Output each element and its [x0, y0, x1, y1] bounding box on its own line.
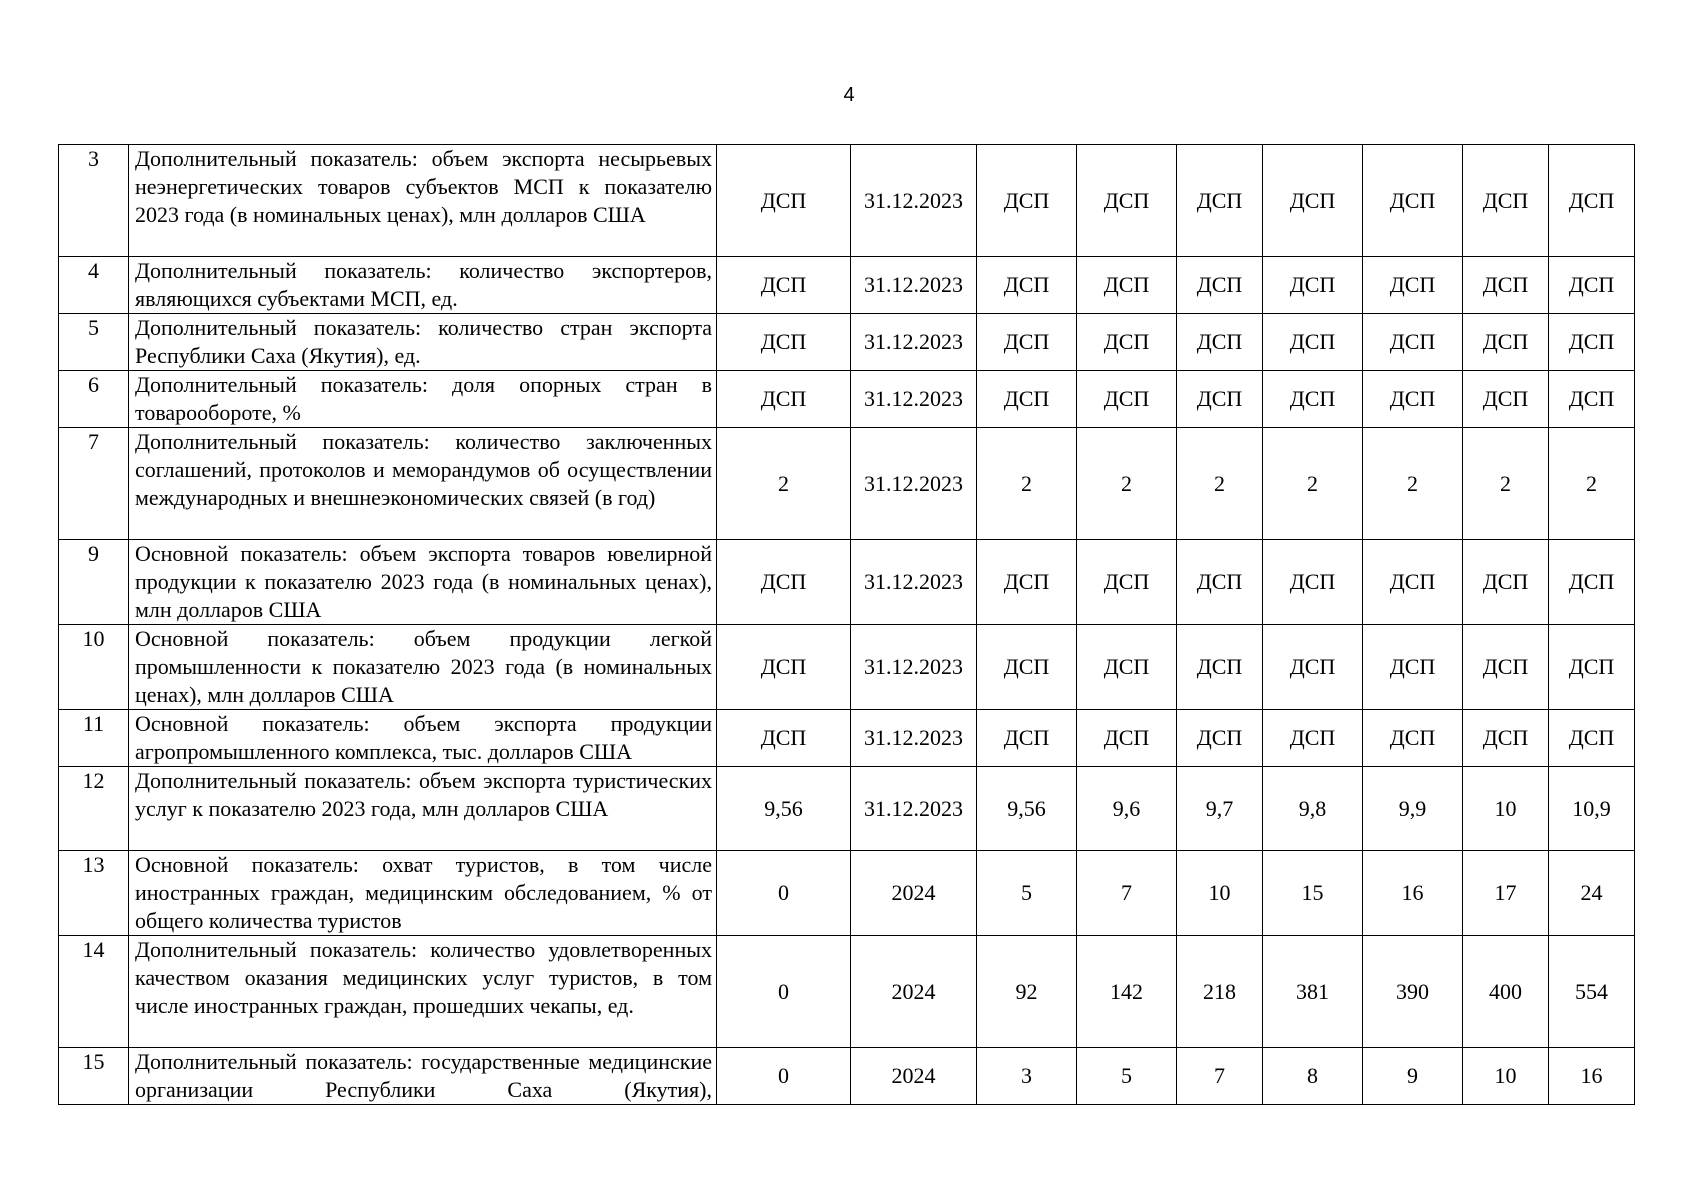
year-value-cell: 5 — [1077, 1048, 1177, 1105]
year-value-cell: ДСП — [977, 540, 1077, 625]
year-value-cell: ДСП — [1177, 371, 1263, 428]
year-value-cell: 2 — [1363, 428, 1463, 540]
table-row — [59, 851, 1635, 936]
table-row — [59, 625, 1635, 710]
year-value-cell: ДСП — [1549, 625, 1635, 710]
year-value-cell: ДСП — [1549, 710, 1635, 767]
indicator-description-cell: Дополнительный показатель: объем экспорта туристических услуг к показателю 2023 года, млн долларов США — [129, 767, 717, 851]
year-value-cell: 2 — [1077, 428, 1177, 540]
indicators-table — [58, 144, 1635, 1105]
year-value-cell: ДСП — [1077, 145, 1177, 257]
row-number-cell: 6 — [59, 371, 129, 428]
year-value-cell: ДСП — [1263, 710, 1363, 767]
row-number-cell: 10 — [59, 625, 129, 710]
page-number: 4 — [843, 84, 855, 106]
base-date-cell: 2024 — [851, 936, 977, 1048]
year-value-cell: 7 — [1177, 1048, 1263, 1105]
year-value-cell: 10 — [1463, 1048, 1549, 1105]
year-value-cell: ДСП — [1363, 314, 1463, 371]
year-value-cell: ДСП — [1463, 371, 1549, 428]
indicators-table-body — [59, 145, 1635, 1105]
base-date-cell: 31.12.2023 — [851, 710, 977, 767]
year-value-cell: ДСП — [1263, 540, 1363, 625]
year-value-cell: ДСП — [1463, 710, 1549, 767]
year-value-cell: ДСП — [1549, 371, 1635, 428]
indicator-description-cell: Основной показатель: объем экспорта продукции агропромышленного комплекса, тыс. долларов США — [129, 710, 717, 767]
year-value-cell: ДСП — [977, 145, 1077, 257]
year-value-cell: 15 — [1263, 851, 1363, 936]
row-number-cell: 12 — [59, 767, 129, 851]
indicator-description-cell: Дополнительный показатель: государственные медицинские организации Республики Саха (Якутия), — [129, 1048, 717, 1105]
row-number-cell: 3 — [59, 145, 129, 257]
year-value-cell: ДСП — [1077, 625, 1177, 710]
year-value-cell: ДСП — [977, 371, 1077, 428]
table-row — [59, 540, 1635, 625]
base-date-cell: 31.12.2023 — [851, 625, 977, 710]
base-date-cell: 2024 — [851, 1048, 977, 1105]
year-value-cell: ДСП — [1363, 371, 1463, 428]
year-value-cell: 10 — [1177, 851, 1263, 936]
year-value-cell: ДСП — [1463, 540, 1549, 625]
year-value-cell: 2 — [1463, 428, 1549, 540]
base-date-cell: 31.12.2023 — [851, 257, 977, 314]
indicator-description-cell: Дополнительный показатель: объем экспорта несырьевых неэнергетических товаров субъектов МСП к показателю 2023 года (в номинальных ценах), млн долларов США — [129, 145, 717, 257]
year-value-cell: ДСП — [977, 314, 1077, 371]
table-row — [59, 314, 1635, 371]
indicator-description-cell: Дополнительный показатель: количество удовлетворенных качеством оказания медицинских услуг туристов, в том числе иностранных граждан, прошедших чекапы, ед. — [129, 936, 717, 1048]
year-value-cell: 142 — [1077, 936, 1177, 1048]
year-value-cell: ДСП — [1263, 625, 1363, 710]
year-value-cell: 9 — [1363, 1048, 1463, 1105]
base-value-cell: ДСП — [717, 257, 851, 314]
base-value-cell: ДСП — [717, 145, 851, 257]
year-value-cell: ДСП — [1177, 314, 1263, 371]
year-value-cell: ДСП — [1549, 540, 1635, 625]
indicator-description-cell: Основной показатель: объем экспорта товаров ювелирной продукции к показателю 2023 года (в номинальных ценах), млн долларов США — [129, 540, 717, 625]
base-date-cell: 31.12.2023 — [851, 428, 977, 540]
row-number-cell: 4 — [59, 257, 129, 314]
year-value-cell: ДСП — [1077, 540, 1177, 625]
year-value-cell: 16 — [1363, 851, 1463, 936]
year-value-cell: ДСП — [1177, 710, 1263, 767]
row-number-cell: 15 — [59, 1048, 129, 1105]
year-value-cell: 17 — [1463, 851, 1549, 936]
year-value-cell: 7 — [1077, 851, 1177, 936]
year-value-cell: 3 — [977, 1048, 1077, 1105]
year-value-cell: 2 — [1177, 428, 1263, 540]
year-value-cell: 92 — [977, 936, 1077, 1048]
year-value-cell: ДСП — [1549, 314, 1635, 371]
base-value-cell: ДСП — [717, 710, 851, 767]
indicator-description-cell: Дополнительный показатель: количество заключенных соглашений, протоколов и меморандумов об осуществлении международных и внешнеэкономических связей (в год) — [129, 428, 717, 540]
year-value-cell: 2 — [1263, 428, 1363, 540]
year-value-cell: 2 — [977, 428, 1077, 540]
base-date-cell: 31.12.2023 — [851, 767, 977, 851]
base-value-cell: 9,56 — [717, 767, 851, 851]
year-value-cell: ДСП — [1463, 257, 1549, 314]
year-value-cell: ДСП — [1177, 257, 1263, 314]
year-value-cell: 9,9 — [1363, 767, 1463, 851]
table-row — [59, 710, 1635, 767]
year-value-cell: 2 — [1549, 428, 1635, 540]
base-value-cell: ДСП — [717, 371, 851, 428]
year-value-cell: ДСП — [977, 625, 1077, 710]
year-value-cell: 5 — [977, 851, 1077, 936]
indicator-description-cell: Основной показатель: объем продукции легкой промышленности к показателю 2023 года (в номинальных ценах), млн долларов США — [129, 625, 717, 710]
row-number-cell: 14 — [59, 936, 129, 1048]
base-value-cell: ДСП — [717, 314, 851, 371]
table-row — [59, 428, 1635, 540]
base-date-cell: 31.12.2023 — [851, 314, 977, 371]
year-value-cell: 10 — [1463, 767, 1549, 851]
year-value-cell: ДСП — [1077, 257, 1177, 314]
indicator-description-cell: Дополнительный показатель: доля опорных стран в товарообороте, % — [129, 371, 717, 428]
year-value-cell: ДСП — [1463, 145, 1549, 257]
base-date-cell: 31.12.2023 — [851, 145, 977, 257]
year-value-cell: 24 — [1549, 851, 1635, 936]
year-value-cell: 9,8 — [1263, 767, 1363, 851]
year-value-cell: ДСП — [977, 710, 1077, 767]
base-date-cell: 31.12.2023 — [851, 540, 977, 625]
base-value-cell: 0 — [717, 1048, 851, 1105]
row-number-cell: 5 — [59, 314, 129, 371]
table-row — [59, 371, 1635, 428]
base-value-cell: ДСП — [717, 625, 851, 710]
year-value-cell: 381 — [1263, 936, 1363, 1048]
table-row — [59, 257, 1635, 314]
year-value-cell: ДСП — [1363, 145, 1463, 257]
year-value-cell: ДСП — [1363, 257, 1463, 314]
year-value-cell: 390 — [1363, 936, 1463, 1048]
year-value-cell: 9,56 — [977, 767, 1077, 851]
base-date-cell: 31.12.2023 — [851, 371, 977, 428]
year-value-cell: ДСП — [1263, 145, 1363, 257]
year-value-cell: ДСП — [1463, 314, 1549, 371]
year-value-cell: ДСП — [1077, 710, 1177, 767]
row-number-cell: 11 — [59, 710, 129, 767]
base-value-cell: 0 — [717, 851, 851, 936]
year-value-cell: ДСП — [1549, 145, 1635, 257]
year-value-cell: ДСП — [1463, 625, 1549, 710]
year-value-cell: ДСП — [1363, 540, 1463, 625]
row-number-cell: 7 — [59, 428, 129, 540]
year-value-cell: ДСП — [1263, 314, 1363, 371]
base-value-cell: 0 — [717, 936, 851, 1048]
year-value-cell: 10,9 — [1549, 767, 1635, 851]
year-value-cell: ДСП — [1263, 257, 1363, 314]
row-number-cell: 9 — [59, 540, 129, 625]
year-value-cell: 16 — [1549, 1048, 1635, 1105]
year-value-cell: ДСП — [1077, 314, 1177, 371]
year-value-cell: 218 — [1177, 936, 1263, 1048]
table-row — [59, 145, 1635, 257]
indicator-description-cell: Дополнительный показатель: количество экспортеров, являющихся субъектами МСП, ед. — [129, 257, 717, 314]
row-number-cell: 13 — [59, 851, 129, 936]
year-value-cell: ДСП — [1263, 371, 1363, 428]
base-value-cell: ДСП — [717, 540, 851, 625]
table-row — [59, 1048, 1635, 1105]
year-value-cell: 9,6 — [1077, 767, 1177, 851]
base-value-cell: 2 — [717, 428, 851, 540]
year-value-cell: ДСП — [1177, 145, 1263, 257]
indicator-description-cell: Дополнительный показатель: количество стран экспорта Республики Саха (Якутия), ед. — [129, 314, 717, 371]
year-value-cell: ДСП — [1177, 540, 1263, 625]
year-value-cell: ДСП — [977, 257, 1077, 314]
table-row — [59, 767, 1635, 851]
table-row — [59, 936, 1635, 1048]
year-value-cell: ДСП — [1363, 710, 1463, 767]
year-value-cell: 9,7 — [1177, 767, 1263, 851]
indicator-description-cell: Основной показатель: охват туристов, в том числе иностранных граждан, медицинским обследованием, % от общего количества туристов — [129, 851, 717, 936]
year-value-cell: ДСП — [1363, 625, 1463, 710]
year-value-cell: 400 — [1463, 936, 1549, 1048]
year-value-cell: ДСП — [1177, 625, 1263, 710]
year-value-cell: 8 — [1263, 1048, 1363, 1105]
base-date-cell: 2024 — [851, 851, 977, 936]
year-value-cell: ДСП — [1549, 257, 1635, 314]
year-value-cell: 554 — [1549, 936, 1635, 1048]
year-value-cell: ДСП — [1077, 371, 1177, 428]
